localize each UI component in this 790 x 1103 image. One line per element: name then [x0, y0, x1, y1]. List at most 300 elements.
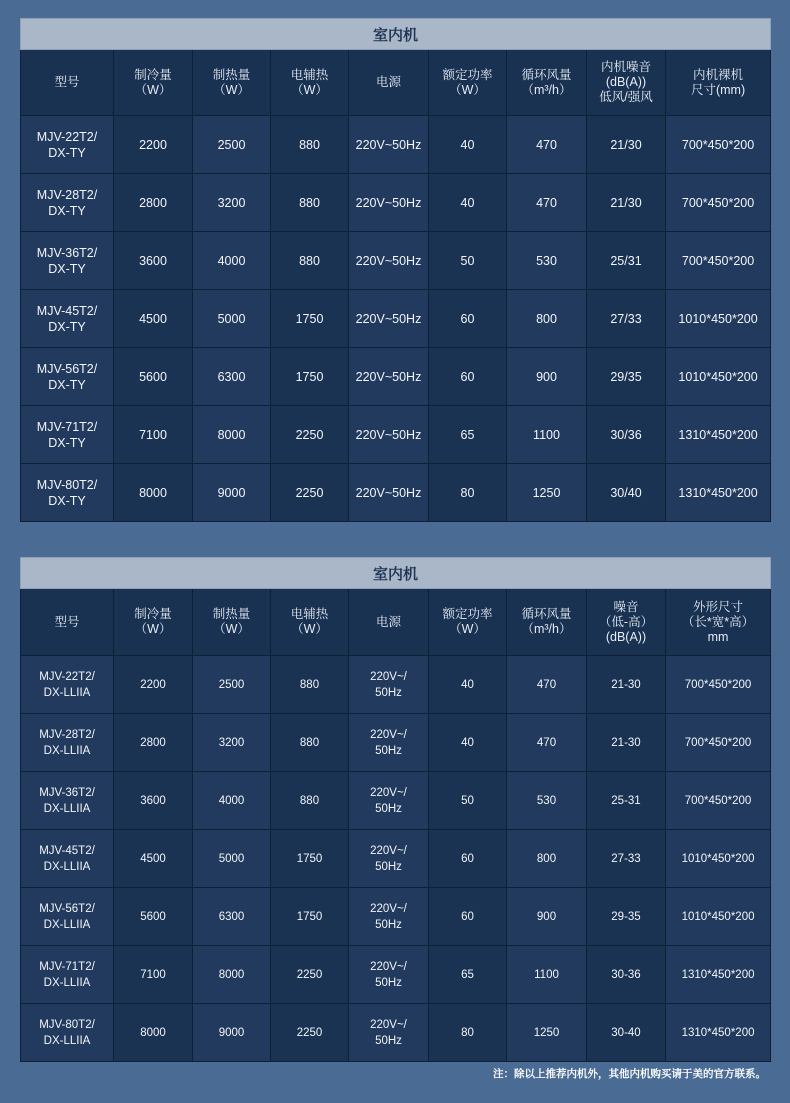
cell-text: 2250 — [296, 1026, 323, 1039]
table-cell — [271, 1004, 349, 1062]
table-cell — [507, 772, 587, 830]
cell-text: 40 — [460, 195, 475, 210]
cell-text: 2800 — [139, 195, 167, 210]
table-row — [21, 772, 771, 830]
column-header — [21, 589, 114, 656]
table-cell — [349, 406, 429, 464]
model-cell — [21, 830, 114, 888]
cell-text: MJV-36T2/ — [36, 245, 98, 260]
cell-text: 1100 — [534, 968, 559, 981]
cell-text: 700*450*200 — [681, 195, 755, 210]
header-text: （W） — [449, 622, 486, 636]
cell-text: 1010*450*200 — [678, 311, 758, 326]
cell-text: 7100 — [140, 968, 166, 981]
table-cell — [193, 714, 271, 772]
table-cell — [193, 290, 271, 348]
column-header — [587, 50, 666, 116]
table-row — [21, 830, 771, 888]
header-text: 循环风量 — [521, 607, 572, 621]
table-cell — [429, 116, 507, 174]
cell-text: 1010*450*200 — [681, 910, 755, 923]
table-row — [21, 464, 771, 522]
model-cell — [21, 232, 114, 290]
header-text: （W） — [291, 622, 328, 636]
table-cell — [507, 830, 587, 888]
column-header — [507, 589, 587, 656]
header-text: 尺寸(mm) — [690, 82, 746, 97]
column-header — [587, 589, 666, 656]
table-cell — [114, 714, 193, 772]
table-cell — [666, 116, 771, 174]
cell-text: 40 — [461, 736, 474, 749]
header-text: （W） — [213, 622, 250, 636]
cell-text: 25-31 — [611, 794, 641, 807]
table-cell — [429, 946, 507, 1004]
table-cell — [666, 290, 771, 348]
cell-text: 700*450*200 — [684, 794, 752, 807]
cell-text: 220V~50Hz — [355, 369, 422, 384]
cell-text: 2250 — [295, 427, 324, 442]
table-cell — [507, 290, 587, 348]
cell-text: DX-LLIIA — [43, 918, 91, 931]
table-cell — [666, 174, 771, 232]
cell-text: 2250 — [296, 968, 323, 981]
table-cell — [429, 232, 507, 290]
cell-text: 50Hz — [375, 976, 402, 989]
cell-text: 3600 — [140, 794, 166, 807]
cell-text: 65 — [461, 968, 474, 981]
model-cell — [21, 946, 114, 1004]
cell-text: MJV-71T2/ — [39, 960, 95, 973]
cell-text: 220V~50Hz — [355, 137, 422, 152]
table-cell — [271, 232, 349, 290]
header-text: 制冷量 — [134, 67, 172, 82]
cell-text: 1010*450*200 — [681, 852, 755, 865]
cell-text: 50Hz — [375, 860, 402, 873]
cell-text: 5000 — [218, 852, 245, 865]
header-text: 外形尺寸 — [693, 599, 744, 614]
cell-text: DX-TY — [48, 261, 86, 276]
cell-text: 1100 — [533, 427, 560, 442]
table-cell — [349, 946, 429, 1004]
cell-text: 60 — [460, 311, 475, 326]
cell-text: 6300 — [217, 369, 246, 384]
header-text: （W） — [291, 82, 328, 97]
table-title: 室内机 — [21, 558, 771, 589]
table-cell — [429, 174, 507, 232]
cell-text: 50 — [461, 794, 474, 807]
table-body — [21, 116, 771, 522]
cell-text: 880 — [299, 195, 320, 210]
table-cell — [429, 464, 507, 522]
cell-text: 2200 — [140, 678, 166, 691]
table-row — [21, 348, 771, 406]
cell-text: 700*450*200 — [684, 678, 752, 691]
cell-text: 220V~/ — [370, 902, 407, 915]
cell-text: 530 — [536, 794, 557, 807]
cell-text: 2800 — [140, 736, 166, 749]
cell-text: 700*450*200 — [681, 137, 755, 152]
cell-text: 65 — [460, 427, 475, 442]
table-row — [21, 656, 771, 714]
table-cell — [507, 888, 587, 946]
table-cell — [507, 946, 587, 1004]
cell-text: 8000 — [218, 968, 245, 981]
table-cell — [666, 946, 771, 1004]
table-cell — [587, 348, 666, 406]
cell-text: 1010*450*200 — [678, 369, 758, 384]
cell-text: DX-TY — [48, 203, 86, 218]
cell-text: 5600 — [140, 910, 166, 923]
table-cell — [114, 348, 193, 406]
table-cell — [193, 656, 271, 714]
header-text: （低-高） — [598, 614, 654, 629]
header-text: 电源 — [375, 75, 401, 89]
table-cell — [193, 232, 271, 290]
indoor-unit-spec-table-1 — [20, 18, 771, 522]
column-header — [271, 50, 349, 116]
table-row — [21, 232, 771, 290]
cell-text: 530 — [536, 253, 557, 268]
table-cell — [587, 772, 666, 830]
model-cell — [21, 772, 114, 830]
cell-text: 30/36 — [610, 427, 642, 442]
table-cell — [507, 174, 587, 232]
header-text: 额定功率 — [442, 607, 493, 621]
column-header — [114, 50, 193, 116]
cell-text: 30-40 — [611, 1026, 641, 1039]
model-cell — [21, 888, 114, 946]
table-cell — [114, 406, 193, 464]
cell-text: 21-30 — [611, 678, 641, 691]
column-header — [349, 50, 429, 116]
cell-text: MJV-45T2/ — [39, 844, 95, 857]
table-cell — [349, 656, 429, 714]
cell-text: 60 — [461, 852, 474, 865]
cell-text: 50 — [460, 253, 475, 268]
cell-text: 220V~/ — [370, 786, 407, 799]
cell-text: 220V~/ — [370, 1018, 407, 1031]
cell-text: 80 — [461, 1026, 474, 1039]
header-text: 电辅热 — [290, 607, 329, 621]
cell-text: DX-LLIIA — [43, 802, 91, 815]
header-text: （W） — [213, 82, 250, 97]
model-cell — [21, 116, 114, 174]
cell-text: MJV-80T2/ — [36, 477, 98, 492]
table-cell — [429, 714, 507, 772]
cell-text: 4000 — [218, 794, 245, 807]
table-cell — [666, 1004, 771, 1062]
cell-text: DX-TY — [48, 319, 86, 334]
table-cell — [271, 714, 349, 772]
header-text: 额定功率 — [442, 67, 493, 82]
cell-text: 21-30 — [611, 736, 641, 749]
model-cell — [21, 1004, 114, 1062]
cell-text: 220V~/ — [370, 670, 407, 683]
table-cell — [349, 232, 429, 290]
cell-text: 9000 — [218, 1026, 245, 1039]
table-cell — [666, 464, 771, 522]
cell-text: 3200 — [218, 736, 245, 749]
cell-text: 900 — [536, 369, 557, 384]
table-cell — [507, 464, 587, 522]
column-header — [271, 589, 349, 656]
table-cell — [587, 714, 666, 772]
table-cell — [429, 290, 507, 348]
footnote: 注：除以上推荐内机外，其他内机购买请于美的官方联系。 — [493, 1068, 766, 1080]
cell-text: MJV-22T2/ — [36, 129, 98, 144]
cell-text: DX-LLIIA — [43, 1034, 91, 1047]
cell-text: 220V~50Hz — [355, 311, 422, 326]
column-header — [429, 589, 507, 656]
header-text: （W） — [449, 82, 486, 97]
table-cell — [587, 290, 666, 348]
cell-text: 50Hz — [375, 918, 402, 931]
cell-text: 220V~50Hz — [355, 427, 422, 442]
table-cell — [271, 464, 349, 522]
cell-text: MJV-36T2/ — [39, 786, 95, 799]
cell-text: 60 — [460, 369, 475, 384]
cell-text: DX-LLIIA — [43, 860, 91, 873]
table-row — [21, 116, 771, 174]
table-cell — [429, 656, 507, 714]
table-cell — [587, 174, 666, 232]
header-text: 制热量 — [212, 67, 251, 82]
table-cell — [193, 888, 271, 946]
cell-text: 40 — [461, 678, 474, 691]
cell-text: 21/30 — [610, 137, 642, 152]
column-header — [193, 50, 271, 116]
cell-text: 880 — [299, 137, 320, 152]
table-cell — [193, 348, 271, 406]
table-cell — [429, 406, 507, 464]
header-text: 内机裸机 — [693, 67, 744, 82]
table-cell — [666, 772, 771, 830]
header-text: (dB(A)) — [605, 629, 647, 644]
cell-text: 2250 — [295, 485, 324, 500]
table-cell — [271, 348, 349, 406]
table-cell — [114, 772, 193, 830]
cell-text: 700*450*200 — [681, 253, 755, 268]
cell-text: DX-TY — [48, 493, 86, 508]
table-cell — [349, 174, 429, 232]
cell-text: 700*450*200 — [684, 736, 752, 749]
cell-text: 1310*450*200 — [681, 968, 755, 981]
table-cell — [114, 174, 193, 232]
table-cell — [271, 946, 349, 1004]
table-cell — [271, 290, 349, 348]
cell-text: 30/40 — [610, 485, 642, 500]
table-cell — [349, 830, 429, 888]
cell-text: 40 — [460, 137, 475, 152]
column-header — [666, 589, 771, 656]
table-cell — [587, 888, 666, 946]
table-row — [21, 406, 771, 464]
cell-text: 220V~50Hz — [355, 485, 422, 500]
cell-text: 1250 — [533, 1026, 560, 1039]
header-text: (dB(A)) — [605, 75, 647, 89]
column-header — [429, 50, 507, 116]
table-row — [21, 174, 771, 232]
table-cell — [666, 406, 771, 464]
table-row — [21, 888, 771, 946]
cell-text: 880 — [299, 736, 320, 749]
table-cell — [271, 174, 349, 232]
cell-text: MJV-80T2/ — [39, 1018, 95, 1031]
table-cell — [193, 174, 271, 232]
model-cell — [21, 656, 114, 714]
table-cell — [587, 232, 666, 290]
cell-text: 50Hz — [375, 1034, 402, 1047]
header-text: 电辅热 — [290, 67, 329, 82]
table-row — [21, 1004, 771, 1062]
cell-text: 1310*450*200 — [681, 1026, 755, 1039]
cell-text: MJV-45T2/ — [36, 303, 98, 318]
table-cell — [507, 714, 587, 772]
table-cell — [349, 116, 429, 174]
cell-text: 50Hz — [375, 744, 402, 757]
cell-text: 2200 — [139, 137, 167, 152]
table-cell — [349, 464, 429, 522]
cell-text: MJV-71T2/ — [36, 419, 98, 434]
cell-text: DX-LLIIA — [43, 976, 91, 989]
table-cell — [114, 232, 193, 290]
header-text: 噪音 — [613, 599, 639, 614]
column-header — [666, 50, 771, 116]
table-cell — [114, 946, 193, 1004]
table-cell — [193, 1004, 271, 1062]
cell-text: DX-TY — [48, 377, 86, 392]
table-cell — [666, 656, 771, 714]
table-cell — [114, 888, 193, 946]
table-cell — [507, 348, 587, 406]
cell-text: MJV-28T2/ — [36, 187, 98, 202]
table-cell — [114, 1004, 193, 1062]
model-cell — [21, 290, 114, 348]
column-header — [349, 589, 429, 656]
table-cell — [429, 888, 507, 946]
table-row — [21, 946, 771, 1004]
cell-text: 2500 — [218, 678, 245, 691]
column-header — [21, 50, 114, 116]
header-text: 型号 — [54, 614, 80, 629]
table-cell — [587, 1004, 666, 1062]
table-cell — [193, 772, 271, 830]
table-cell — [429, 348, 507, 406]
table-cell — [193, 406, 271, 464]
cell-text: 8000 — [217, 427, 246, 442]
cell-text: 27-33 — [611, 852, 641, 865]
table-cell — [429, 830, 507, 888]
table-cell — [587, 830, 666, 888]
table-cell — [587, 946, 666, 1004]
model-cell — [21, 714, 114, 772]
cell-text: MJV-28T2/ — [39, 728, 95, 741]
cell-text: 7100 — [139, 427, 167, 442]
cell-text: 800 — [536, 852, 557, 865]
column-header — [193, 589, 271, 656]
table-cell — [193, 830, 271, 888]
cell-text: 1750 — [296, 910, 323, 923]
table-cell — [507, 656, 587, 714]
header-text: （W） — [134, 82, 172, 97]
model-cell — [21, 406, 114, 464]
cell-text: 1750 — [296, 852, 323, 865]
table-cell — [349, 348, 429, 406]
cell-text: 1250 — [532, 485, 561, 500]
table-cell — [349, 714, 429, 772]
table-cell — [666, 348, 771, 406]
table-cell — [507, 406, 587, 464]
cell-text: 470 — [536, 195, 557, 210]
cell-text: 900 — [536, 910, 557, 923]
cell-text: 880 — [299, 678, 320, 691]
table-row — [21, 714, 771, 772]
cell-text: 6300 — [218, 910, 245, 923]
cell-text: 9000 — [217, 485, 246, 500]
table-cell — [507, 116, 587, 174]
cell-text: 30-36 — [611, 968, 641, 981]
table-cell — [349, 888, 429, 946]
table-cell — [271, 888, 349, 946]
cell-text: 50Hz — [375, 686, 402, 699]
header-row — [21, 589, 771, 656]
table-cell — [271, 406, 349, 464]
header-text: mm — [707, 629, 729, 644]
cell-text: 2500 — [217, 137, 246, 152]
header-row — [21, 50, 771, 116]
header-text: 内机噪音 — [600, 60, 651, 74]
table-cell — [349, 290, 429, 348]
header-text: 制热量 — [212, 607, 251, 621]
header-text: （m³/h） — [521, 82, 572, 97]
cell-text: 1310*450*200 — [678, 427, 758, 442]
cell-text: 80 — [460, 485, 475, 500]
header-text: 型号 — [54, 75, 80, 89]
table-cell — [349, 1004, 429, 1062]
table-cell — [587, 656, 666, 714]
cell-text: 5000 — [217, 311, 246, 326]
table-cell — [193, 116, 271, 174]
cell-text: DX-TY — [48, 435, 86, 450]
table-cell — [666, 714, 771, 772]
header-text: 制冷量 — [134, 607, 172, 621]
cell-text: 4500 — [140, 852, 166, 865]
cell-text: DX-TY — [48, 145, 86, 160]
cell-text: 220V~/ — [370, 960, 407, 973]
header-text: （m³/h） — [521, 622, 572, 636]
cell-text: 4500 — [139, 311, 167, 326]
cell-text: 470 — [536, 137, 557, 152]
cell-text: DX-LLIIA — [43, 686, 91, 699]
cell-text: 220V~50Hz — [355, 253, 422, 268]
table-cell — [193, 464, 271, 522]
cell-text: 220V~/ — [370, 728, 407, 741]
cell-text: 220V~50Hz — [355, 195, 422, 210]
table-cell — [666, 232, 771, 290]
cell-text: 220V~/ — [370, 844, 407, 857]
table-cell — [193, 946, 271, 1004]
model-cell — [21, 174, 114, 232]
cell-text: 50Hz — [375, 802, 402, 815]
cell-text: 800 — [536, 311, 557, 326]
table-cell — [666, 830, 771, 888]
model-cell — [21, 348, 114, 406]
cell-text: 4000 — [217, 253, 246, 268]
column-header — [507, 50, 587, 116]
header-text: （W） — [134, 622, 172, 636]
cell-text: 8000 — [140, 1026, 166, 1039]
